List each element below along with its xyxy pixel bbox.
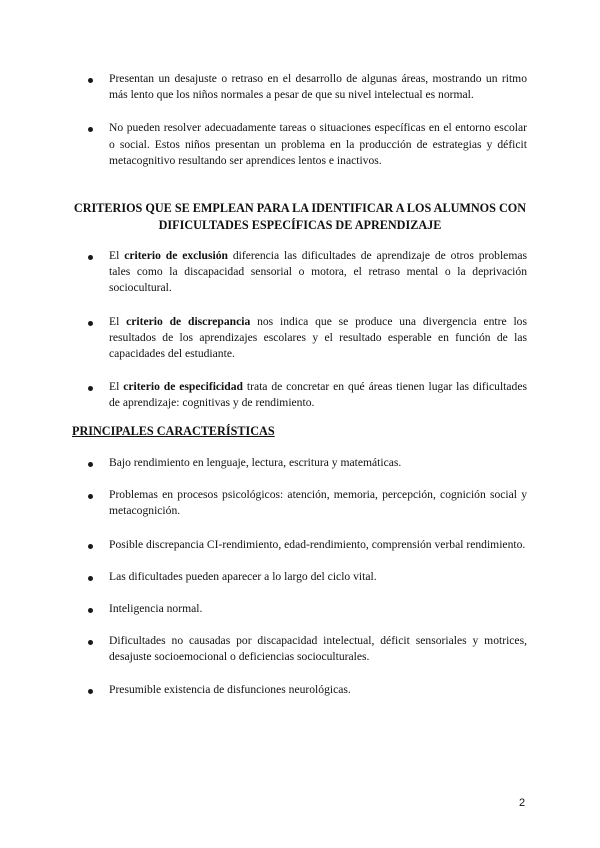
list-item-text: El criterio de especificidad trata de concretar en qué áreas tienen lugar las dificultades de aprendizaje: cognitivas y de rendimiento. (109, 380, 528, 410)
list-item (0, 682, 600, 698)
bullet-icon (88, 494, 93, 499)
list-item (0, 314, 600, 363)
list-item (0, 569, 600, 585)
bullet-icon (88, 608, 93, 613)
criteria-list (0, 248, 600, 412)
list-item (0, 537, 600, 553)
bullet-icon (88, 689, 93, 694)
list-item-text: El criterio de discrepancia nos indica que se produce una divergencia entre los resultados de los aprendizajes escolares y el resultado esperable en función de las capacidades del estudiante. (109, 314, 527, 361)
list-item-text: Inteligencia normal. (109, 602, 203, 616)
page-number: 2 (519, 797, 526, 809)
list-item-text: No pueden resolver adecuadamente tareas o situaciones específicas en el entorno escolar o social. Estos niños presentan un problema en la producción de estrategias y déficit metacognitivo resultando ser aprendices lentos e inactivos. (109, 121, 527, 167)
list-item (0, 601, 600, 617)
bullet-icon (88, 127, 93, 132)
criterion-term: criterio de discrepancia (126, 314, 251, 328)
criterion-term: criterio de especificidad (123, 380, 243, 394)
bullet-icon (88, 544, 93, 549)
bullet-icon (88, 640, 93, 645)
characteristics-list (0, 455, 600, 698)
bullet-icon (88, 386, 93, 391)
list-item (0, 248, 600, 297)
list-item (0, 120, 600, 169)
bullet-icon (88, 255, 93, 260)
list-item-text: Dificultades no causadas por discapacidad intelectual, déficit sensoriales y motrices, desajuste socioemocional o deficiencias socioculturales. (109, 634, 527, 664)
characteristics-heading: PRINCIPALES CARACTERÍSTICAS (72, 424, 275, 438)
list-item-text: Posible discrepancia CI-rendimiento, edad-rendimiento, comprensión verbal rendimiento. (109, 537, 526, 551)
bullet-icon (88, 576, 93, 581)
intro-list (0, 71, 600, 169)
bullet-icon (88, 462, 93, 467)
list-item-text: Presumible existencia de disfunciones neurológicas. (109, 682, 351, 696)
criterion-term: criterio de exclusión (124, 249, 228, 262)
list-item (0, 71, 600, 103)
bullet-icon (88, 321, 93, 326)
list-item-text: El criterio de exclusión diferencia las dificultades de aprendizaje de otros problemas tales como la discapacidad sensorial o motora, el retraso mental o la deprivación sociocultural. (109, 249, 528, 295)
list-item (0, 379, 600, 411)
criteria-heading: CRITERIOS QUE SE EMPLEAN PARA LA IDENTIFICAR A LOS ALUMNOS CON DIFICULTADES ESPECÍFICAS DE APRENDIZAJE (73, 201, 527, 232)
list-item-text: Bajo rendimiento en lenguaje, lectura, escritura y matemáticas. (109, 456, 402, 469)
list-item-text: Las dificultades pueden aparecer a lo largo del ciclo vital. (109, 569, 377, 583)
list-item (0, 487, 600, 519)
list-item-text: Problemas en procesos psicológicos: atención, memoria, percepción, cognición social y metacognición. (109, 488, 527, 518)
bullet-icon (88, 78, 93, 83)
list-item (0, 633, 600, 665)
list-item-text: Presentan un desajuste o retraso en el desarrollo de algunas áreas, mostrando un ritmo más lento que los niños normales a pesar de que su nivel intelectual es normal. (109, 72, 527, 102)
list-item (0, 455, 600, 471)
